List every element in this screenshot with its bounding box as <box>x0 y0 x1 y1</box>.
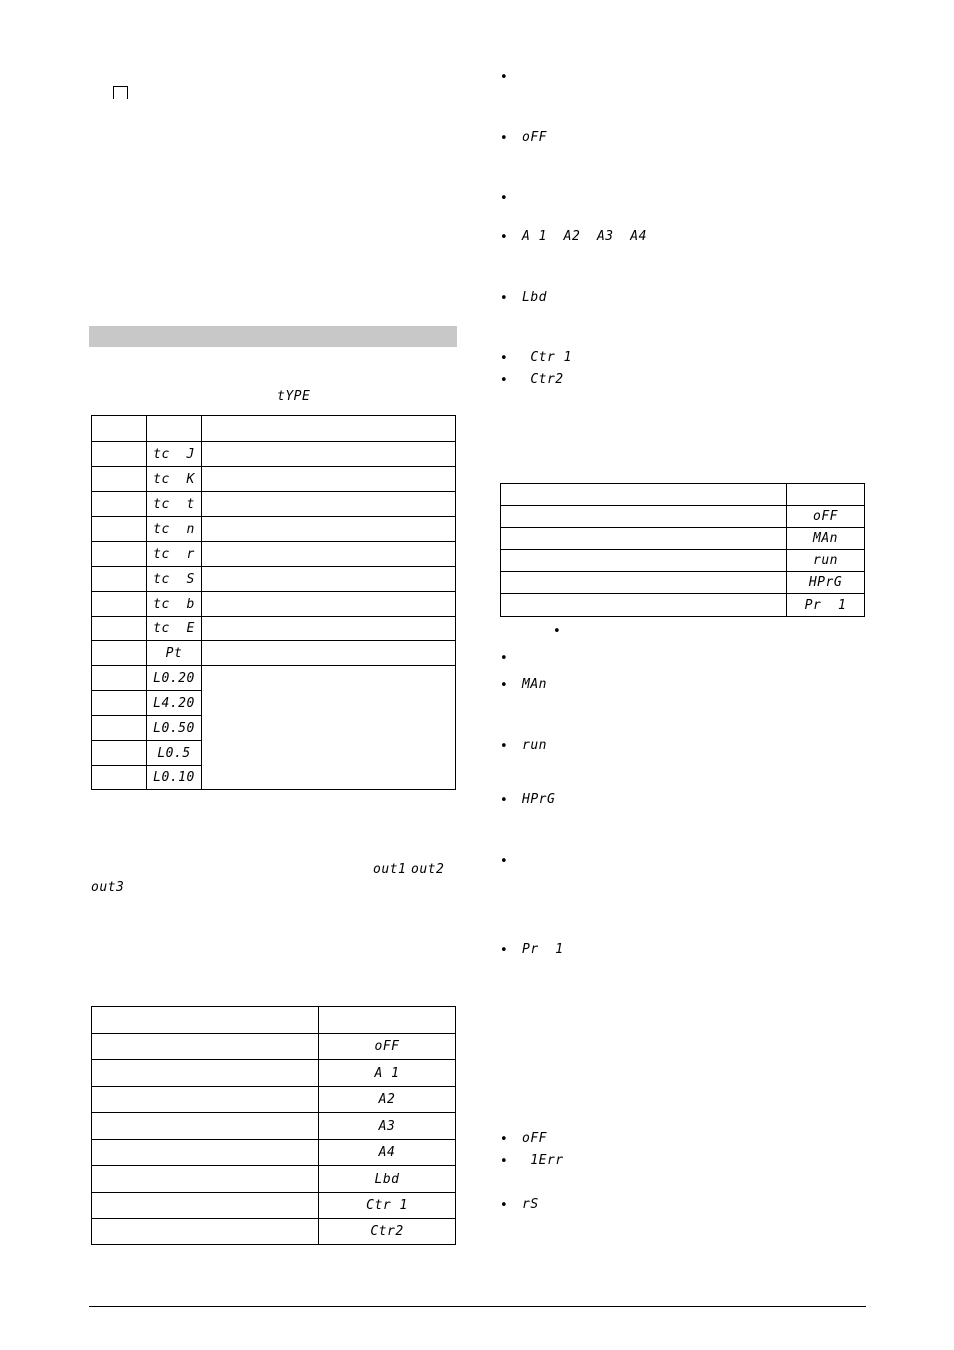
table-row <box>92 641 456 666</box>
table-row <box>92 467 456 492</box>
function-code: A 1 <box>319 1060 456 1087</box>
table-row <box>501 528 865 550</box>
bullet-text: Ctr 1 <box>522 350 572 365</box>
table-row <box>92 592 456 617</box>
bullet-icon: • <box>500 70 508 85</box>
table-row <box>92 567 456 592</box>
bullet-icon: • <box>500 373 508 388</box>
function-code: A2 <box>319 1087 456 1113</box>
table-row <box>92 1166 456 1193</box>
bullet-text: oFF <box>522 1131 547 1146</box>
function-code: Ctr 1 <box>319 1193 456 1219</box>
bullet-icon: • <box>500 651 508 666</box>
table-row <box>92 617 456 641</box>
bullet-icon: • <box>553 624 561 639</box>
table-row <box>92 1060 456 1087</box>
table-row <box>501 550 865 572</box>
checkbox-icon <box>113 86 128 99</box>
bullet-icon: • <box>500 191 508 206</box>
out1-label: out1 <box>373 862 407 877</box>
table-row <box>92 666 456 691</box>
bullet-icon: • <box>500 351 508 366</box>
input-code: L0.10 <box>147 766 202 790</box>
function-code: A4 <box>319 1140 456 1166</box>
input-code: tc E <box>147 617 202 641</box>
bullet-text: Pr 1 <box>522 942 564 957</box>
function-code: Lbd <box>319 1166 456 1193</box>
table-row <box>92 416 456 442</box>
bullet-icon: • <box>500 131 508 146</box>
type-parameter-label: tYPE <box>277 389 311 404</box>
input-code: tc n <box>147 517 202 542</box>
table-row <box>92 1193 456 1219</box>
input-code: tc b <box>147 592 202 617</box>
table-row <box>501 572 865 594</box>
out3-label: out3 <box>91 880 125 895</box>
bullet-text: Lbd <box>522 290 547 305</box>
input-type-table <box>91 415 456 790</box>
bullet-icon: • <box>500 739 508 754</box>
input-code: tc t <box>147 492 202 517</box>
bullet-icon: • <box>500 793 508 808</box>
bullet-icon: • <box>500 943 508 958</box>
input-code: L4.20 <box>147 691 202 716</box>
table-row <box>92 1007 456 1034</box>
footer-divider <box>89 1306 866 1307</box>
bullet-text: rS <box>522 1197 539 1212</box>
table-row <box>92 442 456 467</box>
input-code: Pt <box>147 641 202 666</box>
bullet-text: oFF <box>522 130 547 145</box>
input-code: tc K <box>147 467 202 492</box>
table-row <box>92 1113 456 1140</box>
input-code: L0.5 <box>147 741 202 766</box>
bullet-icon: • <box>500 1154 508 1169</box>
input-code: L0.20 <box>147 666 202 691</box>
bullet-icon: • <box>500 854 508 869</box>
mode-code: oFF <box>787 506 865 528</box>
table-row <box>92 1034 456 1060</box>
function-code: Ctr2 <box>319 1219 456 1245</box>
table-row <box>501 594 865 617</box>
table-row <box>92 492 456 517</box>
bullet-text: Ctr2 <box>522 372 564 387</box>
table-row <box>92 517 456 542</box>
mode-code: run <box>787 550 865 572</box>
bullet-icon: • <box>500 1132 508 1147</box>
bullet-icon: • <box>500 291 508 306</box>
function-code: A3 <box>319 1113 456 1140</box>
bullet-icon: • <box>500 678 508 693</box>
table-row <box>92 1087 456 1113</box>
table-row <box>92 1140 456 1166</box>
input-code: tc r <box>147 542 202 567</box>
mode-code: MAn <box>787 528 865 550</box>
table-row <box>92 542 456 567</box>
function-code: oFF <box>319 1034 456 1060</box>
bullet-text: HPrG <box>522 792 556 807</box>
bullet-icon: • <box>500 1198 508 1213</box>
input-code: tc S <box>147 567 202 592</box>
mode-table <box>500 483 865 617</box>
table-row <box>501 484 865 506</box>
section-header-bar <box>89 326 457 347</box>
output-function-table <box>91 1006 456 1245</box>
out2-label: out2 <box>411 862 445 877</box>
bullet-text: run <box>522 738 547 753</box>
bullet-text: A 1 A2 A3 A4 <box>522 229 647 244</box>
bullet-text: 1Err <box>522 1153 564 1168</box>
input-code: L0.50 <box>147 716 202 741</box>
table-row <box>501 506 865 528</box>
table-row <box>92 1219 456 1245</box>
mode-code: HPrG <box>787 572 865 594</box>
mode-code: Pr 1 <box>787 594 865 617</box>
bullet-text: MAn <box>522 677 547 692</box>
bullet-icon: • <box>500 230 508 245</box>
input-code: tc J <box>147 442 202 467</box>
